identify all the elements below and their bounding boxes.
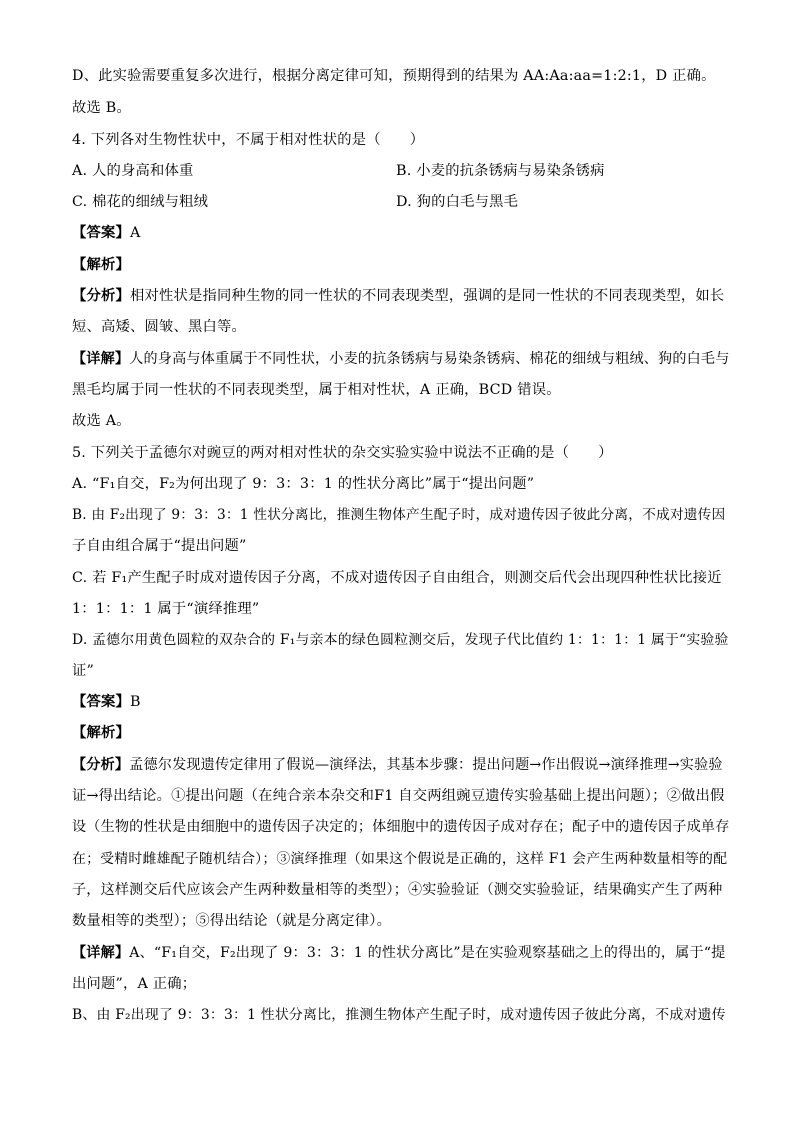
analysis-paragraph-cont: 数量相等的类型）；⑤得出结论（就是分离定律）。 — [72, 913, 392, 929]
detail-paragraph-cont: B、由 F₂出现了 9：3：3：1 性状分离比，推测生物体产生配子时，成对遗传因子彼此分离，不成对遗传 — [72, 1007, 726, 1023]
detail-paragraph: 【详解】人的身高与体重属于不同性状，小麦的抗条锈病与易染条锈病、棉花的细绒与粗绒、狗的白毛与 — [72, 351, 730, 367]
question-4-stem: 4. 下列各对生物性状中，不属于相对性状的是（ ） — [72, 132, 425, 148]
analysis-heading: 【解析】 — [72, 257, 130, 273]
question-4-option-c: C. 棉花的细绒与粗绒 — [72, 194, 209, 210]
question-5-option-b-cont: 子自由组合属于“提出问题” — [72, 538, 247, 554]
answer-tag: 【答案】 — [72, 225, 130, 241]
question-5-option-c: C. 若 F₁产生配子时成对遗传因子分离，不成对遗传因子自由组合，则测交后代会出现四种性状比接近 — [72, 570, 722, 586]
detail-paragraph-cont: 黑毛均属于同一性状的不同表现类型，属于相对性状，A 正确，BCD 错误。 — [72, 382, 561, 398]
conclusion-line: 故选 A。 — [72, 413, 131, 429]
analysis-paragraph-cont: 设（生物的性状是由细胞中的遗传因子决定的；体细胞中的遗传因子成对存在；配子中的遗传因子成单存 — [72, 819, 730, 835]
answer-value: A — [130, 225, 141, 241]
answer-line — [72, 223, 141, 243]
analysis-paragraph: 【分析】孟德尔发现遗传定律用了假说—演绎法，其基本步骤：提出问题→作出假说→演绎推理→实验验 — [72, 757, 723, 773]
answer-tag: 【答案】 — [72, 694, 130, 710]
question-5-option-d-cont: 证” — [72, 663, 95, 679]
answer-line — [72, 692, 141, 712]
question-4-option-b: B. 小麦的抗条锈病与易染条锈病 — [396, 163, 605, 179]
analysis-paragraph-cont: 子，这样测交后代应该会产生两种数量相等的类型）；④实验验证（测交实验验证，结果确实产生了两种 — [72, 882, 723, 898]
question-5-option-c-cont: 1：1：1：1 属于“演绎推理” — [72, 601, 260, 617]
analysis-paragraph: 【分析】相对性状是指同种生物的同一性状的不同表现类型，强调的是同一性状的不同表现类型，如长 — [72, 288, 725, 304]
question-5-stem: 5. 下列关于孟德尔对豌豆的两对相对性状的杂交实验实验中说法不正确的是（ ） — [72, 445, 613, 461]
analysis-paragraph-cont: 证→得出结论。①提出问题（在纯合亲本杂交和F1 自交两组豌豆遗传实验基础上提出问题）；②做出假 — [72, 788, 725, 804]
conclusion-line: 故选 B。 — [72, 100, 131, 116]
analysis-paragraph-cont: 短、高矮、圆皱、黑白等。 — [72, 319, 246, 335]
question-5-option-a: A. “F₁自交，F₂为何出现了 9：3：3：1 的性状分离比”属于“提出问题” — [72, 476, 535, 492]
question-5-option-d: D. 孟德尔用黄色圆粒的双杂合的 F₁与亲本的绿色圆粒测交后，发现子代比值约 1：1：1：1 属于“实验验 — [72, 632, 729, 648]
detail-paragraph: 【详解】A、“F₁自交，F₂出现了 9：3：3：1 的性状分离比”是在实验观察基础之上的得出的，属于“提 — [72, 945, 726, 961]
detail-paragraph-cont: 出问题”，A 正确； — [72, 976, 197, 992]
question-5-option-b: B. 由 F₂出现了 9：3：3：1 性状分离比，推测生物体产生配子时，成对遗传因子彼此分离，不成对遗传因 — [72, 507, 726, 523]
analysis-paragraph-cont: 在；受精时雌雄配子随机结合）；③演绎推理（如果这个假说是正确的，这样 F1 会产生两种数量相等的配 — [72, 851, 728, 867]
answer-value: B — [130, 694, 141, 710]
analysis-heading: 【解析】 — [72, 725, 130, 741]
question-4-option-d: D. 狗的白毛与黑毛 — [396, 194, 519, 210]
question-4-option-a: A. 人的身高和体重 — [72, 163, 194, 179]
option-d-explanation: D、此实验需要重复多次进行，根据分离定律可知，预期得到的结果为 AA:Aa:aa=1:2:1，D 正确。 — [72, 68, 716, 84]
